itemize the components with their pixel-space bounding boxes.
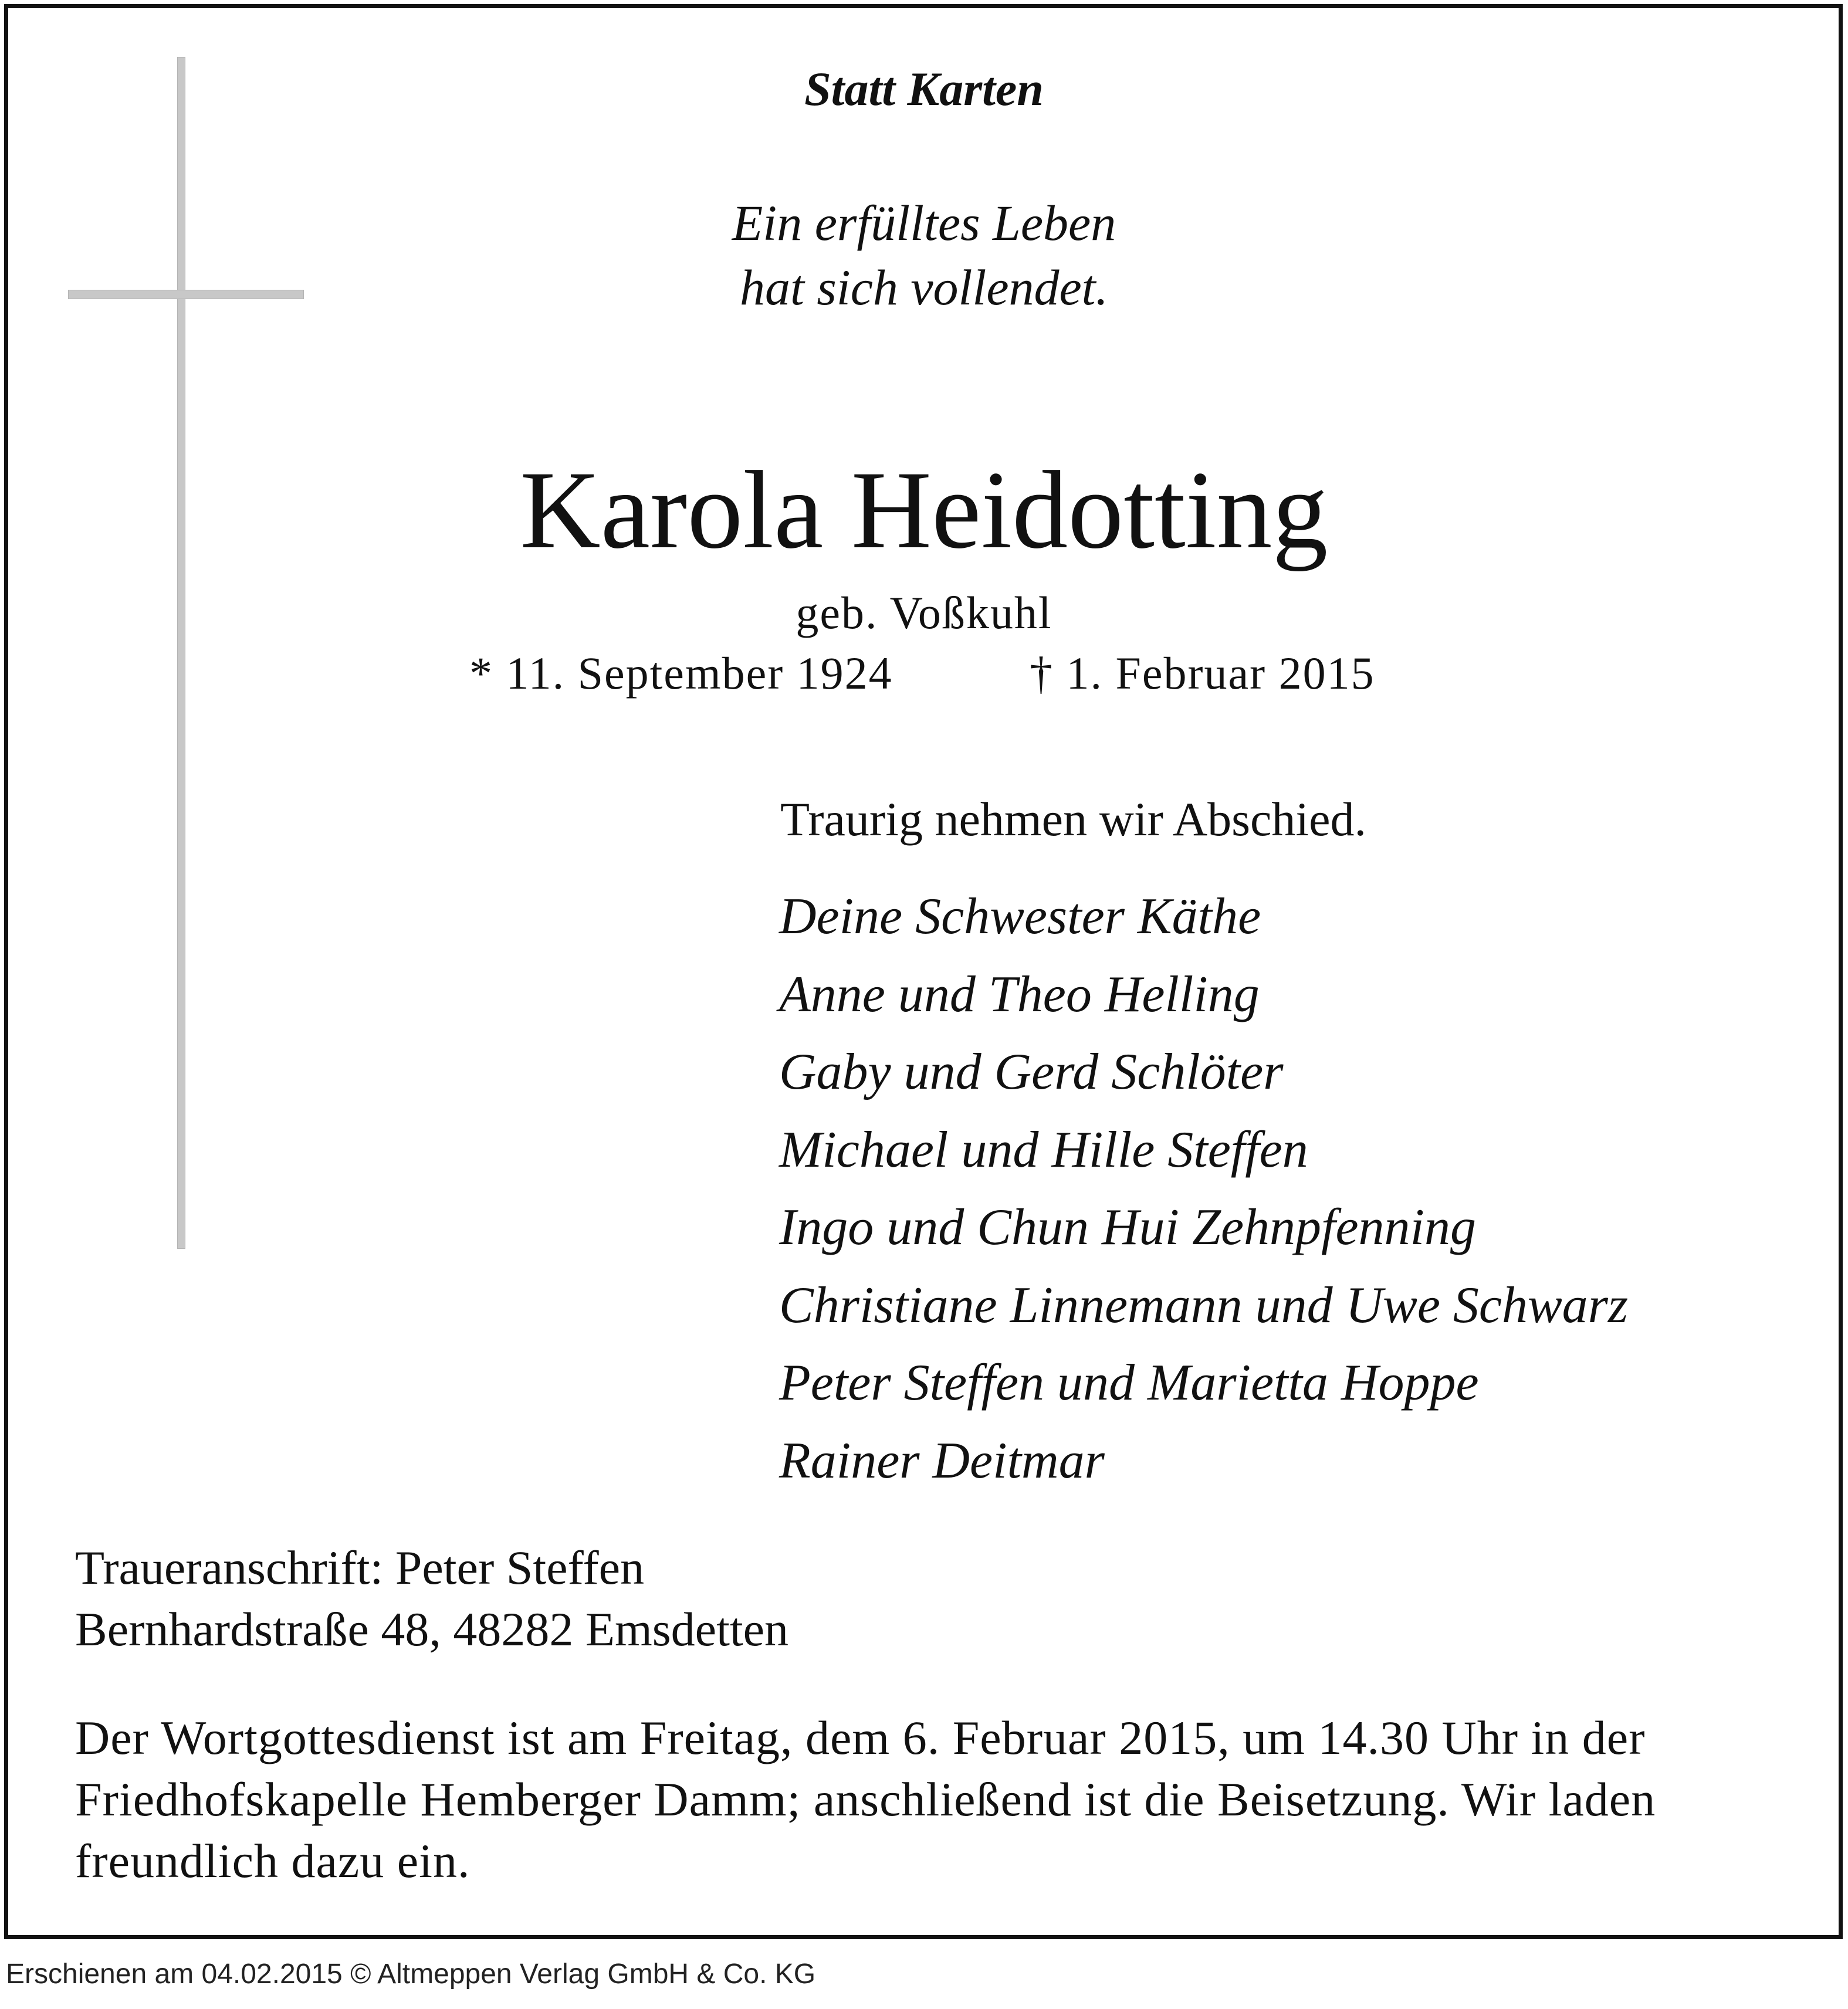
motto-line: hat sich vollendet. (739, 259, 1109, 316)
mourner-name: Gaby und Gerd Schlöter (779, 1044, 1284, 1100)
publication-footer: Erschienen am 04.02.2015 © Altmeppen Verlag GmbH & Co. KG (6, 1959, 816, 1990)
mourner-name: Rainer Deitmar (779, 1432, 1105, 1489)
service-line: freundlich dazu ein. (75, 1834, 471, 1888)
mourners-list (779, 878, 1628, 1500)
address-line: Traueranschrift: Peter Steffen (75, 1541, 645, 1594)
notice-heading: Statt Karten (804, 62, 1044, 116)
birth-name: geb. Voßkuhl (796, 587, 1052, 638)
birth-date: * 11. September 1924 (469, 648, 893, 699)
service-line: Friedhofskapelle Hemberger Damm; anschließend ist die Beisetzung. Wir laden (75, 1773, 1656, 1826)
service-line: Der Wortgottesdienst ist am Freitag, dem 6. Februar 2015, um 14.30 Uhr in der (75, 1711, 1646, 1764)
motto-line: Ein erfülltes Leben (732, 195, 1116, 251)
service-info (75, 1707, 1776, 1892)
mourning-address (75, 1537, 788, 1660)
farewell-text: Traurig nehmen wir Abschied. (780, 792, 1367, 846)
mourner-name: Ingo und Chun Hui Zehnpfenning (779, 1199, 1476, 1256)
mourner-name: Michael und Hille Steffen (779, 1121, 1308, 1178)
mourner-name: Christiane Linnemann und Uwe Schwarz (779, 1276, 1629, 1334)
mourner-name: Anne und Theo Helling (779, 965, 1260, 1023)
address-line: Bernhardstraße 48, 48282 Emsdetten (75, 1603, 789, 1656)
mourner-name: Peter Steffen und Marietta Hoppe (779, 1354, 1479, 1411)
death-date: † 1. Februar 2015 (1030, 648, 1375, 699)
mourner-name: Deine Schwester Käthe (779, 888, 1261, 945)
deceased-name: Karola Heidotting (520, 449, 1328, 572)
